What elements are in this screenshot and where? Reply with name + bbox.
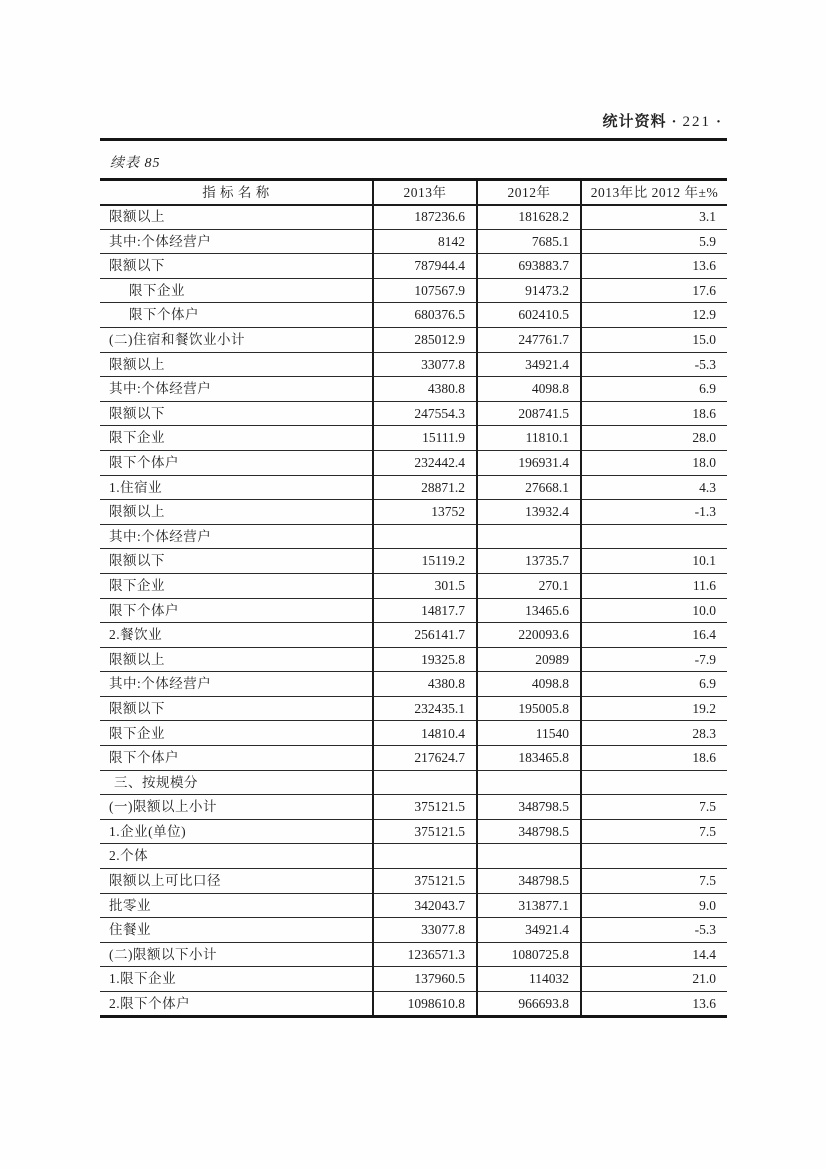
table-row xyxy=(100,303,727,328)
table-row xyxy=(100,819,727,844)
value-2012: 7685.1 xyxy=(477,229,581,254)
indicator-name: 限下企业 xyxy=(100,278,373,303)
indicator-name: 其中:个体经营户 xyxy=(100,672,373,697)
indicator-name: (一)限额以上小计 xyxy=(100,795,373,820)
indicator-name: 限下企业 xyxy=(100,573,373,598)
indicator-name: 限额以上 xyxy=(100,352,373,377)
table-row xyxy=(100,278,727,303)
table-row xyxy=(100,967,727,992)
value-change-pct: 15.0 xyxy=(581,327,727,352)
value-change-pct xyxy=(581,770,727,795)
value-2013: 14810.4 xyxy=(373,721,477,746)
page-header-title: 统计资料 xyxy=(602,113,667,130)
value-2013: 285012.9 xyxy=(373,327,477,352)
table-row xyxy=(100,450,727,475)
table-row xyxy=(100,205,727,230)
value-2012 xyxy=(477,524,581,549)
value-2013: 375121.5 xyxy=(373,869,477,894)
value-2013: 375121.5 xyxy=(373,819,477,844)
value-2012: 270.1 xyxy=(477,573,581,598)
value-change-pct: 10.0 xyxy=(581,598,727,623)
table-row xyxy=(100,696,727,721)
indicator-name: 住餐业 xyxy=(100,918,373,943)
indicator-name: 限下个体户 xyxy=(100,598,373,623)
value-2012: 34921.4 xyxy=(477,918,581,943)
table-caption: 续表 85 xyxy=(110,156,161,171)
indicator-name: 1.限下企业 xyxy=(100,967,373,992)
value-2012: 247761.7 xyxy=(477,327,581,352)
value-change-pct: 17.6 xyxy=(581,278,727,303)
table-container xyxy=(100,178,727,1018)
value-change-pct: 28.3 xyxy=(581,721,727,746)
value-change-pct: -5.3 xyxy=(581,352,727,377)
table-row xyxy=(100,623,727,648)
value-2012: 348798.5 xyxy=(477,819,581,844)
table-row xyxy=(100,254,727,279)
value-2012: 91473.2 xyxy=(477,278,581,303)
column-header-2013: 2013年 xyxy=(373,180,477,205)
value-2012: 693883.7 xyxy=(477,254,581,279)
value-change-pct: 16.4 xyxy=(581,623,727,648)
table-row xyxy=(100,475,727,500)
table-row xyxy=(100,401,727,426)
value-2012: 348798.5 xyxy=(477,869,581,894)
table-row xyxy=(100,992,727,1017)
value-2012: 208741.5 xyxy=(477,401,581,426)
value-2013: 232435.1 xyxy=(373,696,477,721)
value-2013: 256141.7 xyxy=(373,623,477,648)
table-row xyxy=(100,549,727,574)
value-2013: 680376.5 xyxy=(373,303,477,328)
value-2013: 107567.9 xyxy=(373,278,477,303)
value-2012: 13932.4 xyxy=(477,500,581,525)
value-change-pct: 6.9 xyxy=(581,377,727,402)
value-2013: 1236571.3 xyxy=(373,942,477,967)
value-2012: 183465.8 xyxy=(477,746,581,771)
indicator-name: (二)限额以下小计 xyxy=(100,942,373,967)
page-header-dot-left: · xyxy=(671,114,678,130)
value-2013: 28871.2 xyxy=(373,475,477,500)
value-2013: 187236.6 xyxy=(373,205,477,230)
value-2013: 15119.2 xyxy=(373,549,477,574)
value-2013 xyxy=(373,844,477,869)
indicator-name: 限下企业 xyxy=(100,721,373,746)
value-change-pct: 14.4 xyxy=(581,942,727,967)
value-2012: 11540 xyxy=(477,721,581,746)
value-2013 xyxy=(373,770,477,795)
value-change-pct: 6.9 xyxy=(581,672,727,697)
page-header xyxy=(100,110,727,131)
value-change-pct xyxy=(581,844,727,869)
table-row xyxy=(100,647,727,672)
table-row xyxy=(100,795,727,820)
value-change-pct: 28.0 xyxy=(581,426,727,451)
value-2013: 13752 xyxy=(373,500,477,525)
column-header-2012: 2012年 xyxy=(477,180,581,205)
indicator-name: 限额以上 xyxy=(100,500,373,525)
value-2012: 966693.8 xyxy=(477,992,581,1017)
table-row xyxy=(100,844,727,869)
value-2012: 27668.1 xyxy=(477,475,581,500)
value-2012: 13735.7 xyxy=(477,549,581,574)
value-2012: 4098.8 xyxy=(477,672,581,697)
indicator-name: 2.餐饮业 xyxy=(100,623,373,648)
value-2013: 4380.8 xyxy=(373,377,477,402)
column-header-indicator: 指 标 名 称 xyxy=(100,180,373,205)
value-2012: 20989 xyxy=(477,647,581,672)
value-2012 xyxy=(477,770,581,795)
table-row xyxy=(100,770,727,795)
indicator-name: 1.企业(单位) xyxy=(100,819,373,844)
value-2012: 313877.1 xyxy=(477,893,581,918)
page-number: 221 xyxy=(682,114,711,130)
indicator-name: 限额以上 xyxy=(100,205,373,230)
value-2012: 11810.1 xyxy=(477,426,581,451)
indicator-name: 限额以上 xyxy=(100,647,373,672)
value-change-pct xyxy=(581,524,727,549)
value-change-pct: -1.3 xyxy=(581,500,727,525)
value-2013: 137960.5 xyxy=(373,967,477,992)
indicator-name: 限额以下 xyxy=(100,254,373,279)
value-change-pct: 9.0 xyxy=(581,893,727,918)
value-2013: 4380.8 xyxy=(373,672,477,697)
value-change-pct: 13.6 xyxy=(581,992,727,1017)
value-2013: 19325.8 xyxy=(373,647,477,672)
indicator-name: 限额以下 xyxy=(100,401,373,426)
value-change-pct: -5.3 xyxy=(581,918,727,943)
table-row xyxy=(100,426,727,451)
indicator-name: 其中:个体经营户 xyxy=(100,229,373,254)
value-change-pct: -7.9 xyxy=(581,647,727,672)
value-2013: 15111.9 xyxy=(373,426,477,451)
value-change-pct: 4.3 xyxy=(581,475,727,500)
table-row xyxy=(100,377,727,402)
indicator-name: 2.限下个体户 xyxy=(100,992,373,1017)
value-2012: 1080725.8 xyxy=(477,942,581,967)
column-header-change-pct: 2013年比 2012 年±% xyxy=(581,180,727,205)
indicator-name: (二)住宿和餐饮业小计 xyxy=(100,327,373,352)
value-2012: 13465.6 xyxy=(477,598,581,623)
value-2012: 195005.8 xyxy=(477,696,581,721)
indicator-name: 1.住宿业 xyxy=(100,475,373,500)
value-2012 xyxy=(477,844,581,869)
indicator-name: 限下个体户 xyxy=(100,450,373,475)
indicator-name: 限下个体户 xyxy=(100,746,373,771)
table-row xyxy=(100,721,727,746)
value-2012: 4098.8 xyxy=(477,377,581,402)
indicator-name: 批零业 xyxy=(100,893,373,918)
value-2013: 342043.7 xyxy=(373,893,477,918)
value-2013: 232442.4 xyxy=(373,450,477,475)
header-rule xyxy=(100,138,727,141)
table-row xyxy=(100,352,727,377)
value-change-pct: 7.5 xyxy=(581,795,727,820)
table-row xyxy=(100,229,727,254)
table-row xyxy=(100,524,727,549)
value-2013: 8142 xyxy=(373,229,477,254)
value-2013: 375121.5 xyxy=(373,795,477,820)
value-2013: 33077.8 xyxy=(373,918,477,943)
indicator-name: 限额以上可比口径 xyxy=(100,869,373,894)
value-change-pct: 18.6 xyxy=(581,401,727,426)
statistics-table xyxy=(100,178,727,1018)
table-row xyxy=(100,500,727,525)
value-change-pct: 5.9 xyxy=(581,229,727,254)
table-row xyxy=(100,573,727,598)
value-change-pct: 19.2 xyxy=(581,696,727,721)
table-body xyxy=(100,205,727,1017)
value-2013: 301.5 xyxy=(373,573,477,598)
indicator-name: 限额以下 xyxy=(100,696,373,721)
table-header-row xyxy=(100,180,727,205)
table-row xyxy=(100,869,727,894)
value-change-pct: 11.6 xyxy=(581,573,727,598)
table-row xyxy=(100,598,727,623)
value-change-pct: 7.5 xyxy=(581,869,727,894)
indicator-name: 限下企业 xyxy=(100,426,373,451)
value-change-pct: 18.0 xyxy=(581,450,727,475)
table-row xyxy=(100,893,727,918)
indicator-name: 2.个体 xyxy=(100,844,373,869)
table-row xyxy=(100,746,727,771)
page-header-dot-right: · xyxy=(715,114,722,130)
value-2013 xyxy=(373,524,477,549)
value-2013: 1098610.8 xyxy=(373,992,477,1017)
indicator-name: 其中:个体经营户 xyxy=(100,524,373,549)
value-2012: 602410.5 xyxy=(477,303,581,328)
value-2013: 14817.7 xyxy=(373,598,477,623)
value-change-pct: 10.1 xyxy=(581,549,727,574)
value-change-pct: 3.1 xyxy=(581,205,727,230)
indicator-name: 三、按规模分 xyxy=(100,770,373,795)
indicator-name: 限下个体户 xyxy=(100,303,373,328)
table-row xyxy=(100,942,727,967)
value-2013: 33077.8 xyxy=(373,352,477,377)
value-2013: 217624.7 xyxy=(373,746,477,771)
table-row xyxy=(100,327,727,352)
value-2012: 181628.2 xyxy=(477,205,581,230)
indicator-name: 其中:个体经营户 xyxy=(100,377,373,402)
value-change-pct: 13.6 xyxy=(581,254,727,279)
value-2012: 196931.4 xyxy=(477,450,581,475)
value-2012: 34921.4 xyxy=(477,352,581,377)
indicator-name: 限额以下 xyxy=(100,549,373,574)
value-change-pct: 21.0 xyxy=(581,967,727,992)
value-change-pct: 18.6 xyxy=(581,746,727,771)
value-2013: 247554.3 xyxy=(373,401,477,426)
value-2012: 220093.6 xyxy=(477,623,581,648)
value-2013: 787944.4 xyxy=(373,254,477,279)
value-change-pct: 12.9 xyxy=(581,303,727,328)
value-2012: 348798.5 xyxy=(477,795,581,820)
table-row xyxy=(100,672,727,697)
value-2012: 114032 xyxy=(477,967,581,992)
value-change-pct: 7.5 xyxy=(581,819,727,844)
table-row xyxy=(100,918,727,943)
